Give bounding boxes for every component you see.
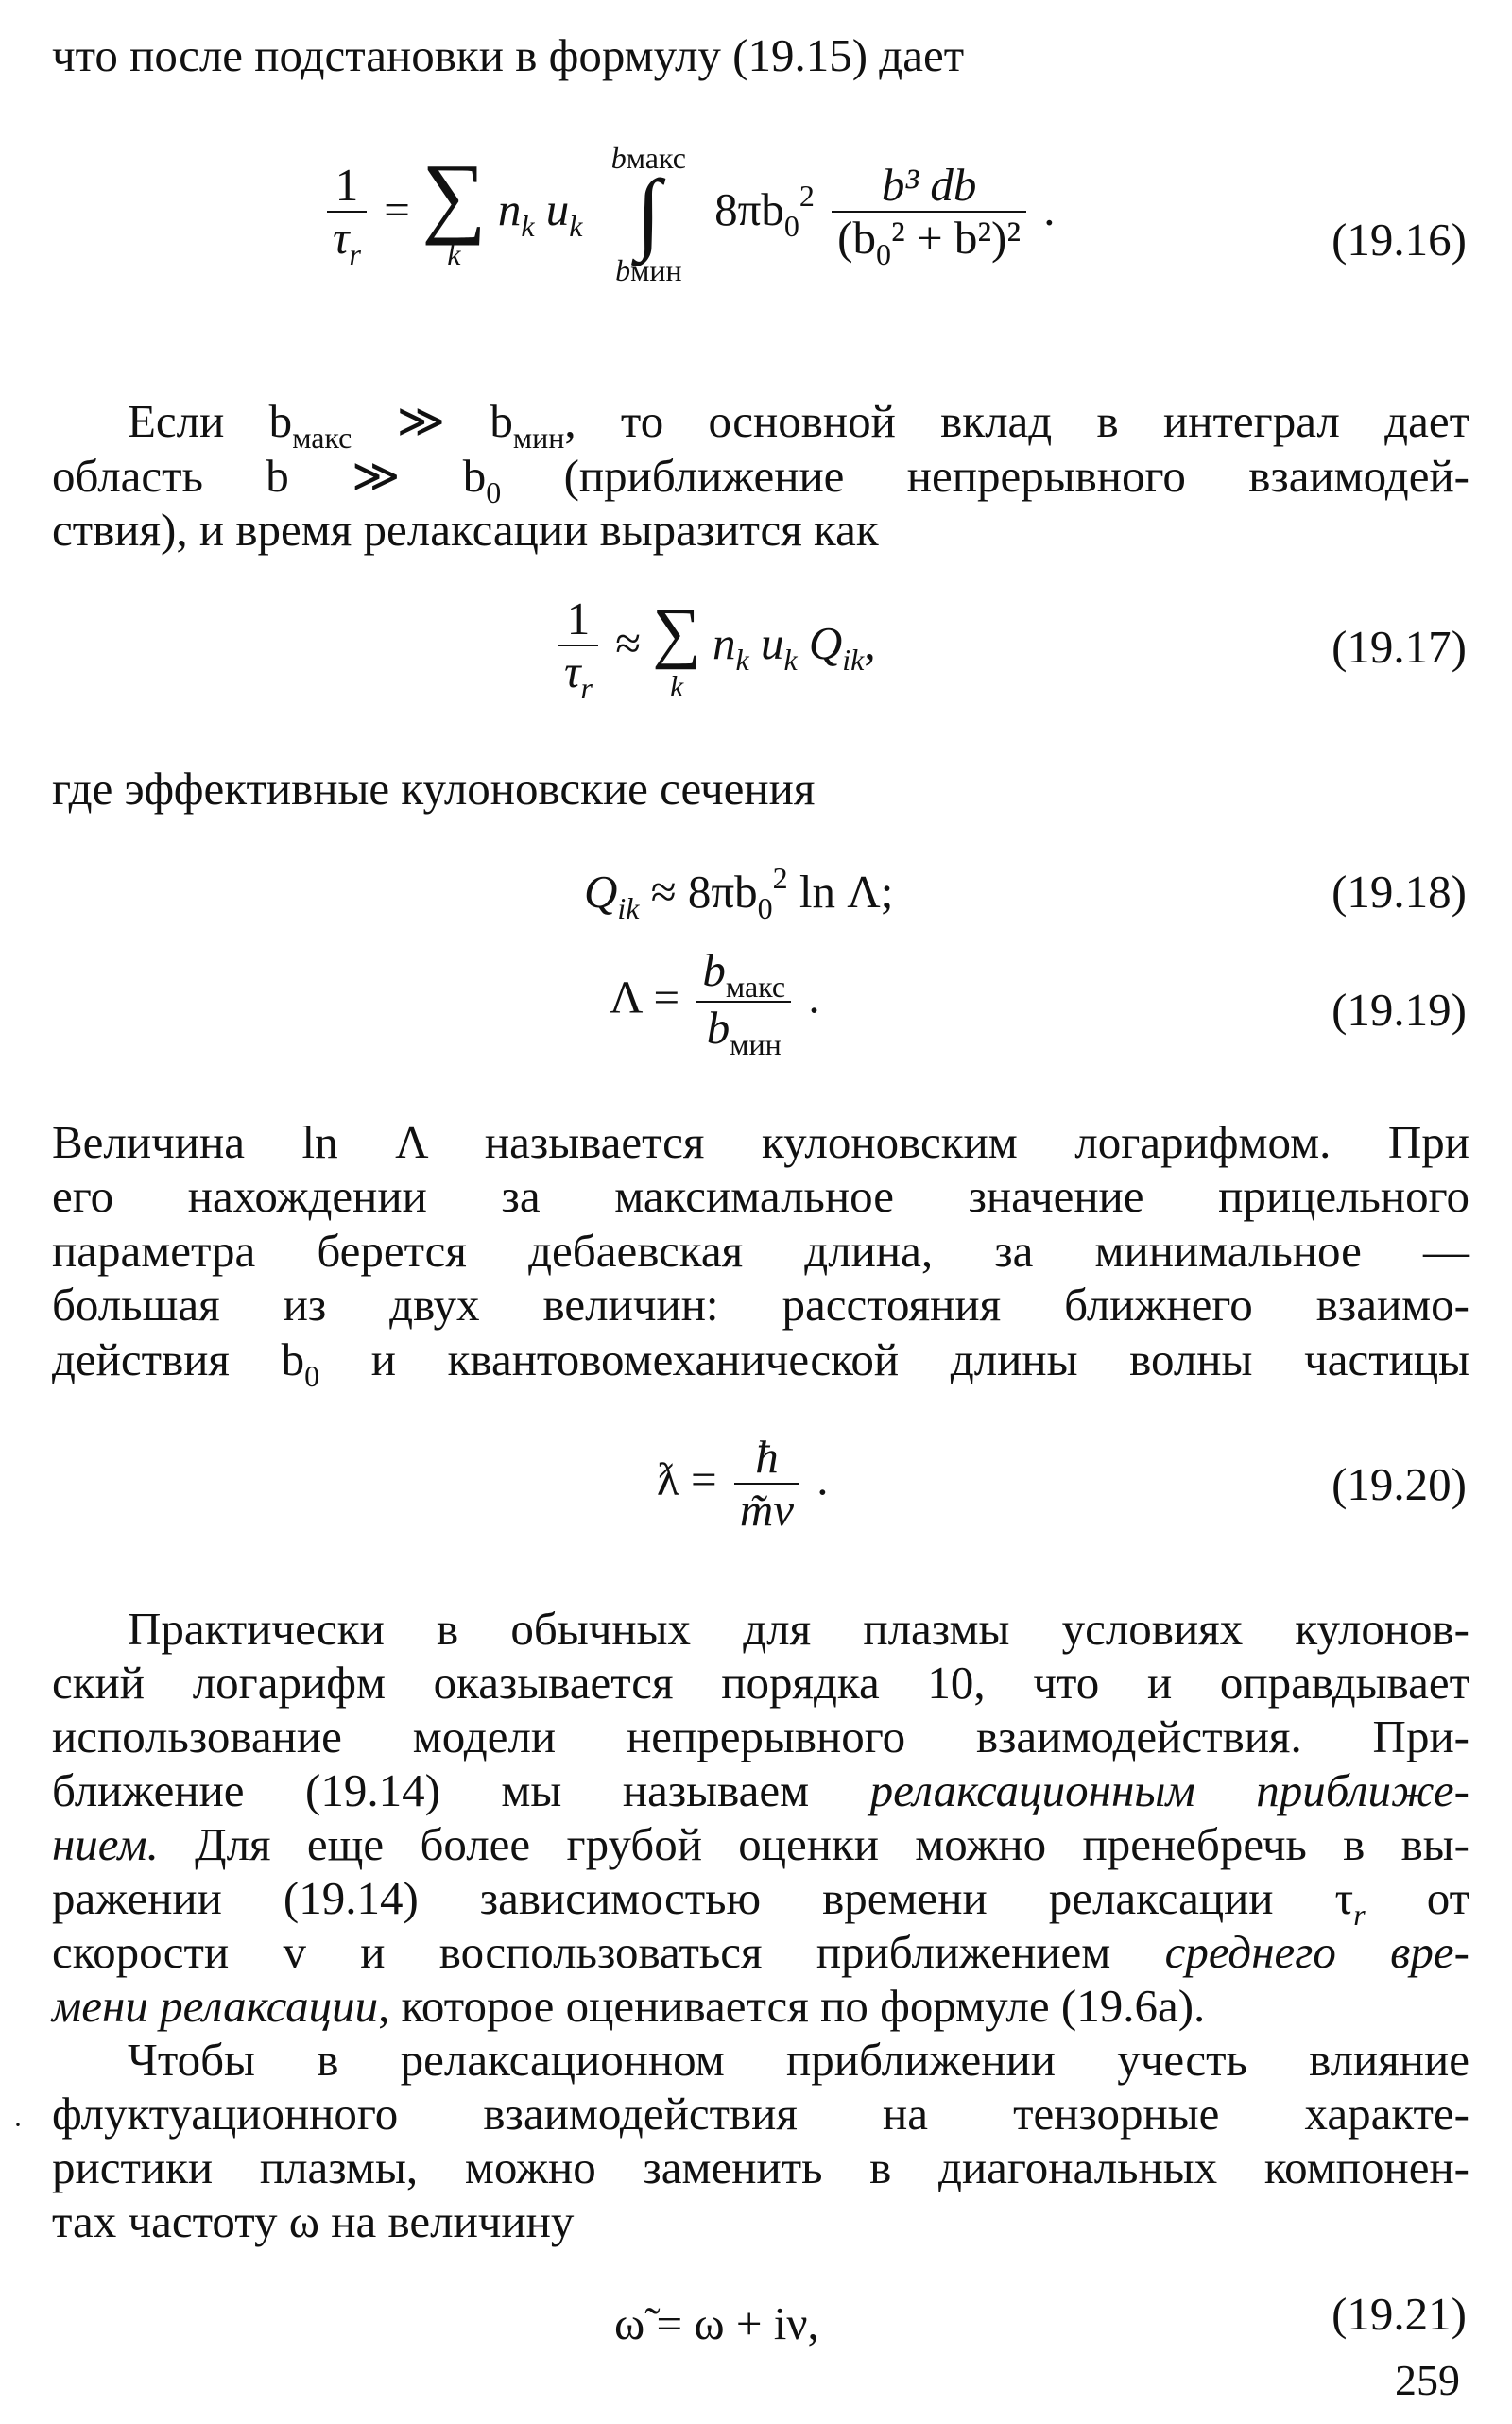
fraction-1-over-tau: $\frac{1}{\tau_r}$ [327,160,367,268]
intro-line: что после подстановки в формулу (19.15) дает [52,29,965,81]
paragraph-1-line-3: ствия), и время релаксации выразится как [52,504,879,556]
paragraph-3-line-6: ражении (19.14) зависимостью времени релаксации $\tau_r$ от [52,1872,1469,1932]
paragraph-1-line-2: область b ≫ $b_0$ (приближение непрерывного взаимодей- [52,450,1469,509]
paragraph-2-line-1: Величина ln Λ называется кулоновским логарифмом. При [52,1116,1469,1168]
paragraph-4-line-3: ристики плазмы, можно заменить в диагональных компонен- [52,2141,1469,2193]
equation-19-21: ω̃ = ω + iν, [614,2297,819,2349]
paragraph-3-line-3: использование модели непрерывного взаимодействия. При- [52,1711,1469,1762]
paragraph-4-line-1: Чтобы в релаксационном приближении учесть влияние [128,2034,1469,2086]
equation-19-17: $\frac{1}{\tau_r}$ ≈ ∑ k $n_k$ $u_k$ $Q_{ik}$, [553,593,876,702]
paragraph-2-line-5: действия $b_0$ и квантовомеханической длины волны частицы [52,1333,1470,1393]
equation-19-18: $Q_{ik} \approx 8\pi b_0^2$ ln Λ; [584,861,894,925]
page-number: 259 [1395,2356,1460,2404]
lambda-fraction: $\frac{b_{макс}}{b_{мин}}$ [696,945,791,1058]
paragraph-3-line-1: Практически в обычных для плазмы условиях кулонов- [128,1603,1469,1655]
equation-number-19-19: (19.19) [1332,984,1467,1036]
sum-symbol: ∑ k [652,593,701,703]
integrand-fraction: $\frac{\text{b³ db}}{(b_0^2 + b^2)^2}$ [832,160,1026,268]
equation-19-16: $\frac{1}{\tau_r}$ = ∑ k $n_k$ $u_k$ bмакс ∫ bмин $8\pi b_0^2$ $\frac{\text{b³ db}}{(b_0^2 + b^2)^2}$ . [321,142,1056,286]
paragraph-2-line-2: его нахождении за максимальное значение прицельного [52,1170,1469,1222]
equation-number-19-20: (19.20) [1332,1458,1467,1510]
margin-mark: · [13,2109,23,2140]
wavelength-fraction: $\frac{ħ}{m̃v}$ [734,1432,799,1536]
equation-number-19-16: (19.16) [1332,214,1467,266]
paragraph-1-line-1: Если $b_{макс}$ ≫ $b_{мин}$, то основной вклад в интеграл дает [128,395,1470,455]
paragraph-3-line-4: ближение (19.14) мы называем релаксационным приближе- [52,1764,1469,1816]
paragraph-2-line-4: большая из двух величин: расстояния ближнего взаимо- [52,1279,1469,1331]
paragraph-4-line-2: флуктуационного взаимодействия на тензорные характе- [52,2088,1469,2140]
paragraph-3-line-2: ский логарифм оказывается порядка 10, что и оправдывает [52,1657,1469,1709]
fraction-1-over-tau: $\frac{1}{\tau_r}$ [558,593,598,702]
paragraph-3-line-7: скорости v и воспользоваться приближением среднего вре- [52,1926,1469,1978]
where-line: где эффективные кулоновские сечения [52,763,816,815]
equation-19-20: ƛ = $\frac{ħ}{m̃v}$ . [657,1431,829,1536]
equation-number-19-21: (19.21) [1332,2288,1467,2340]
paragraph-3-line-8: мени релаксации, которое оценивается по формуле (19.6а). [52,1980,1206,2032]
equation-19-19: Λ = $\frac{b_{макс}}{b_{мин}}$ . [610,944,820,1061]
equation-number-19-17: (19.17) [1332,621,1467,673]
integral-symbol: bмакс ∫ bмин [610,141,686,287]
paragraph-2-line-3: параметра берется дебаевская длина, за минимальное — [52,1225,1469,1277]
sum-symbol: ∑ k [421,145,487,271]
paragraph-3-line-5: нием. Для еще более грубой оценки можно пренебречь в вы- [52,1818,1469,1870]
equation-number-19-18: (19.18) [1332,866,1467,918]
paragraph-4-line-4: тах частоту ω на величину [52,2195,575,2247]
